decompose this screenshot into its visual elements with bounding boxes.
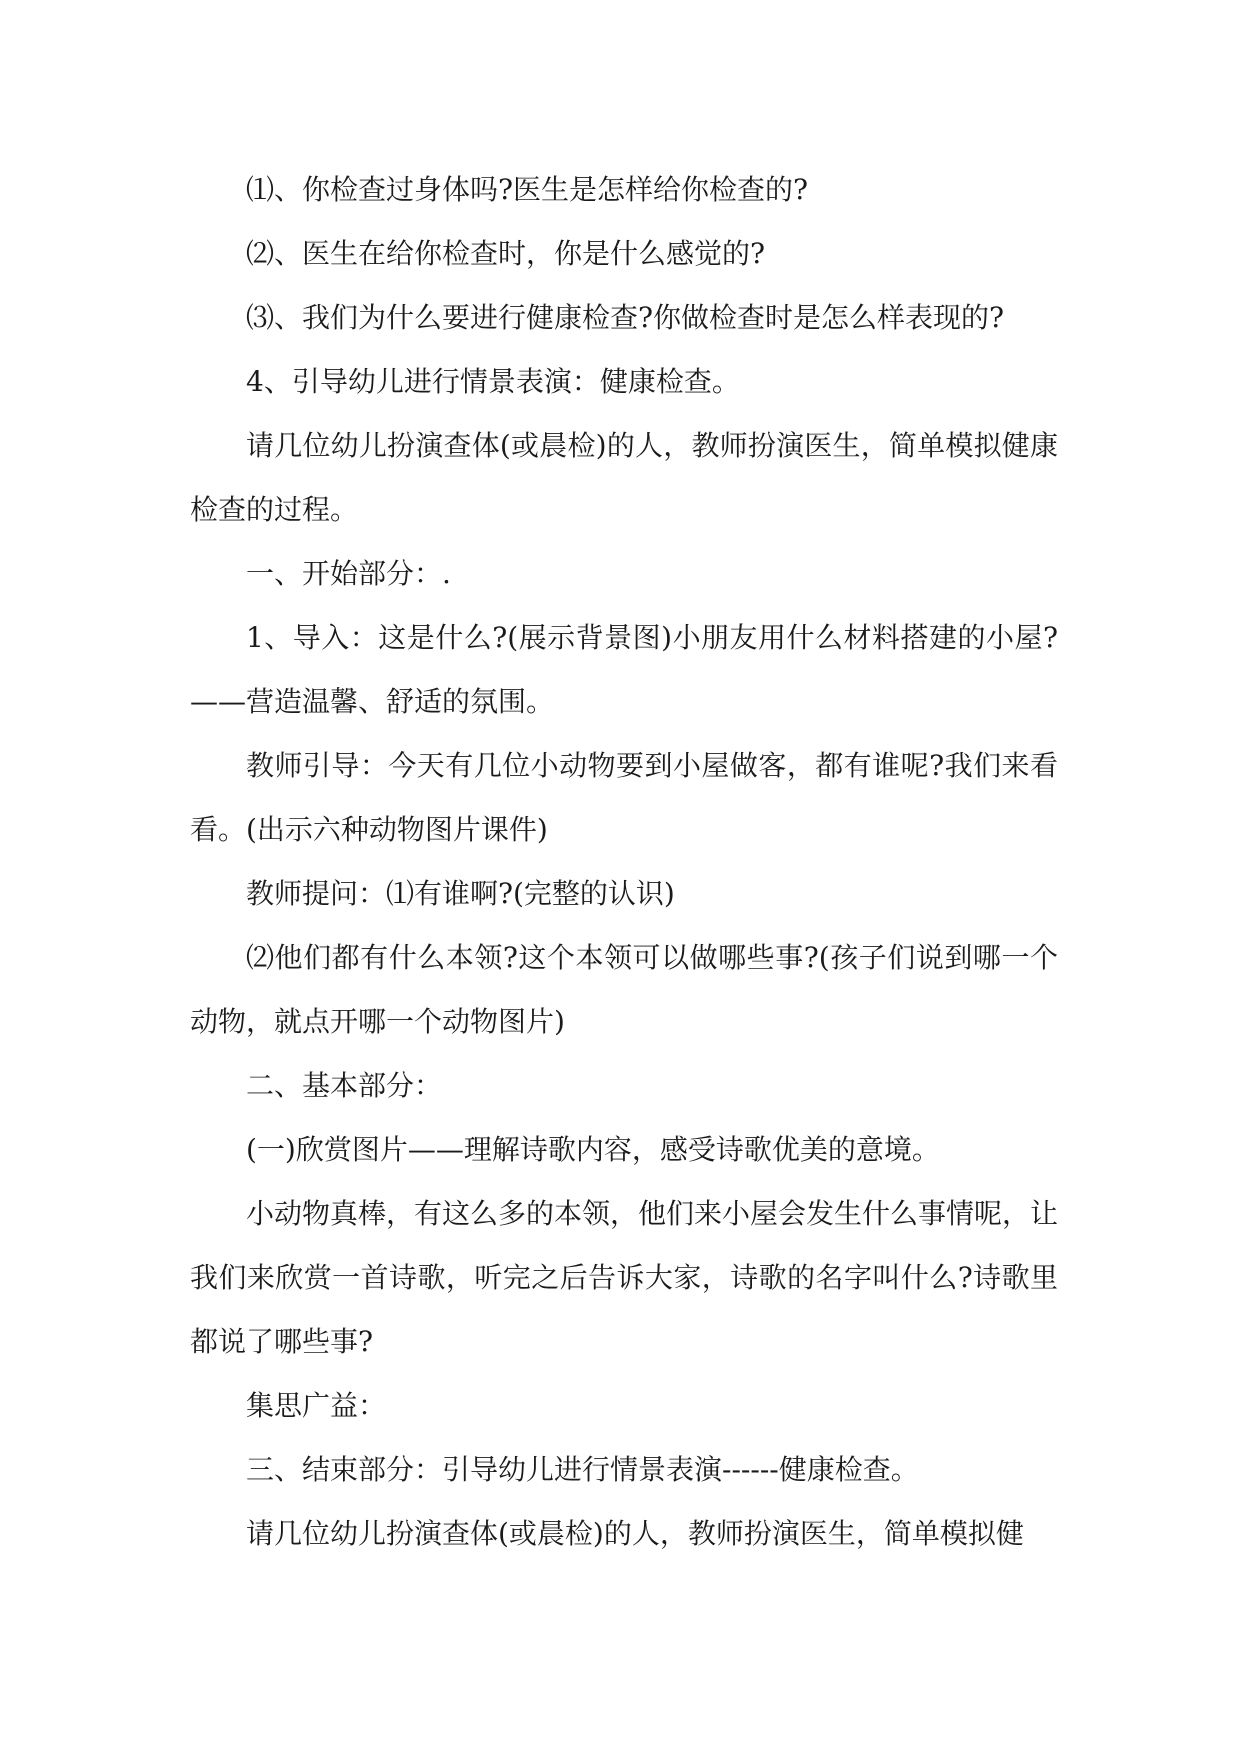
section-heading-basic: 二、基本部分： — [246, 1069, 443, 1102]
paragraph-question-3: ⑶、我们为什么要进行健康检查?你做检查时是怎么样表现的? — [246, 301, 1005, 334]
paragraph-roleplay-repeat: 请几位幼儿扮演查体(或晨检)的人，教师扮演医生，简单模拟健 — [246, 1517, 1024, 1550]
section-heading-end: 三、结束部分：引导幼儿进行情景表演------健康检查。 — [246, 1453, 919, 1486]
paragraph-intro: 1、导入：这是什么?(展示背景图)小朋友用什么材料搭建的小屋?——营造温馨、舒适的氛围。 — [190, 621, 1058, 718]
paragraph-teacher-guide: 教师引导：今天有几位小动物要到小屋做客，都有谁呢?我们来看看。(出示六种动物图片课件) — [190, 749, 1058, 846]
paragraph-abilities: ⑵他们都有什么本领?这个本领可以做哪些事?(孩子们说到哪一个动物，就点开哪一个动物图片) — [190, 941, 1058, 1038]
section-heading-start: 一、开始部分：. — [246, 557, 451, 590]
paragraph-question-1: ⑴、你检查过身体吗?医生是怎样给你检查的? — [246, 173, 809, 206]
paragraph-roleplay: 请几位幼儿扮演查体(或晨检)的人，教师扮演医生，简单模拟健康检查的过程。 — [190, 429, 1058, 526]
paragraph-appreciate-pictures: (一)欣赏图片——理解诗歌内容，感受诗歌优美的意境。 — [246, 1133, 940, 1166]
paragraph-teacher-question: 教师提问：⑴有谁啊?(完整的认识) — [246, 877, 675, 910]
paragraph-question-2: ⑵、医生在给你检查时，你是什么感觉的? — [246, 237, 766, 270]
paragraph-poem: 小动物真棒，有这么多的本领，他们来小屋会发生什么事情呢，让我们来欣赏一首诗歌，听完之后告诉大家，诗歌的名字叫什么?诗歌里都说了哪些事? — [190, 1197, 1059, 1358]
paragraph-brainstorm: 集思广益： — [246, 1389, 387, 1422]
paragraph-step-4: 4、引导幼儿进行情景表演：健康检查。 — [246, 365, 740, 398]
document-body — [190, 158, 1058, 1566]
